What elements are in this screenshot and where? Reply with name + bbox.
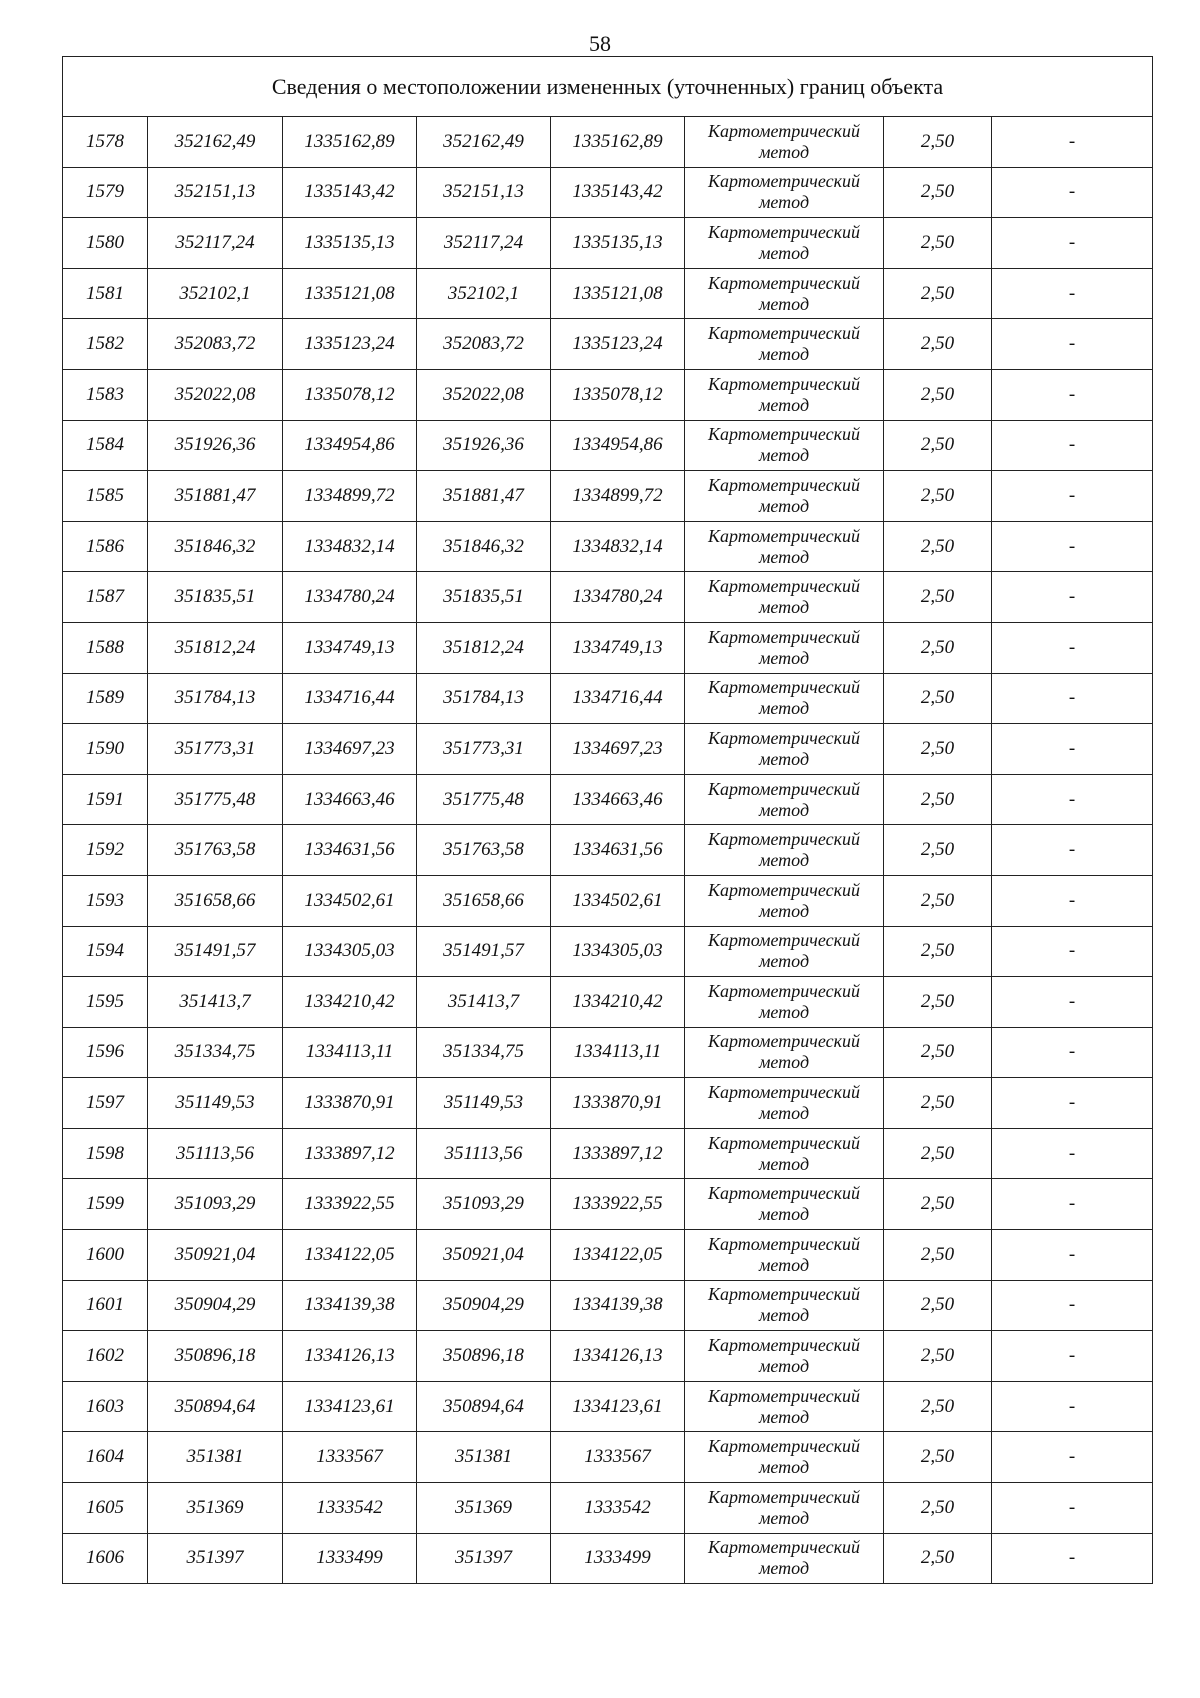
table-row [63,572,1153,623]
x-existing-cell: 351773,31 [148,724,283,775]
method-cell: Картометрический метод [685,1027,884,1078]
description-cell: - [992,926,1153,977]
x-existing-cell: 351381 [148,1432,283,1483]
table-row [63,1533,1153,1584]
x-existing-cell: 351334,75 [148,1027,283,1078]
description-cell: - [992,319,1153,370]
y-new-cell: 1333870,91 [551,1078,685,1129]
point-number-cell: 1603 [63,1381,148,1432]
y-existing-cell: 1334749,13 [283,622,417,673]
point-number-cell: 1594 [63,926,148,977]
accuracy-cell: 2,50 [884,977,992,1028]
y-new-cell: 1335162,89 [551,117,685,168]
table-row [63,471,1153,522]
table-row [63,420,1153,471]
accuracy-cell: 2,50 [884,1381,992,1432]
point-number-cell: 1596 [63,1027,148,1078]
x-new-cell: 351413,7 [417,977,551,1028]
x-new-cell: 351784,13 [417,673,551,724]
y-new-cell: 1334210,42 [551,977,685,1028]
point-number-cell: 1587 [63,572,148,623]
method-cell: Картометрический метод [685,1230,884,1281]
x-new-cell: 351113,56 [417,1128,551,1179]
description-cell: - [992,117,1153,168]
y-new-cell: 1334697,23 [551,724,685,775]
description-cell: - [992,977,1153,1028]
method-cell: Картометрический метод [685,1331,884,1382]
point-number-cell: 1600 [63,1230,148,1281]
x-new-cell: 350894,64 [417,1381,551,1432]
x-existing-cell: 351093,29 [148,1179,283,1230]
y-existing-cell: 1333870,91 [283,1078,417,1129]
x-new-cell: 351835,51 [417,572,551,623]
description-cell: - [992,1027,1153,1078]
description-cell: - [992,1483,1153,1534]
method-cell: Картометрический метод [685,369,884,420]
method-cell: Картометрический метод [685,926,884,977]
x-new-cell: 350921,04 [417,1230,551,1281]
description-cell: - [992,875,1153,926]
method-cell: Картометрический метод [685,622,884,673]
point-number-cell: 1605 [63,1483,148,1534]
point-number-cell: 1584 [63,420,148,471]
accuracy-cell: 2,50 [884,471,992,522]
method-cell: Картометрический метод [685,977,884,1028]
accuracy-cell: 2,50 [884,1280,992,1331]
description-cell: - [992,268,1153,319]
table-row [63,218,1153,269]
x-existing-cell: 350896,18 [148,1331,283,1382]
y-new-cell: 1335121,08 [551,268,685,319]
y-new-cell: 1334305,03 [551,926,685,977]
table-row [63,977,1153,1028]
y-new-cell: 1333897,12 [551,1128,685,1179]
table-row [63,673,1153,724]
table-header-row [63,57,1153,117]
x-existing-cell: 351369 [148,1483,283,1534]
y-existing-cell: 1334832,14 [283,521,417,572]
description-cell: - [992,825,1153,876]
y-new-cell: 1334832,14 [551,521,685,572]
table-row [63,167,1153,218]
accuracy-cell: 2,50 [884,1331,992,1382]
accuracy-cell: 2,50 [884,268,992,319]
x-existing-cell: 351658,66 [148,875,283,926]
y-existing-cell: 1334122,05 [283,1230,417,1281]
y-existing-cell: 1334716,44 [283,673,417,724]
y-existing-cell: 1333542 [283,1483,417,1534]
method-cell: Картометрический метод [685,1483,884,1534]
point-number-cell: 1579 [63,167,148,218]
method-cell: Картометрический метод [685,268,884,319]
table-row [63,622,1153,673]
y-existing-cell: 1335143,42 [283,167,417,218]
y-new-cell: 1334122,05 [551,1230,685,1281]
x-new-cell: 351369 [417,1483,551,1534]
table-row [63,1280,1153,1331]
x-existing-cell: 351784,13 [148,673,283,724]
description-cell: - [992,1381,1153,1432]
x-existing-cell: 351491,57 [148,926,283,977]
accuracy-cell: 2,50 [884,1533,992,1584]
point-number-cell: 1604 [63,1432,148,1483]
x-new-cell: 351812,24 [417,622,551,673]
table-row [63,926,1153,977]
point-number-cell: 1583 [63,369,148,420]
description-cell: - [992,1230,1153,1281]
point-number-cell: 1590 [63,724,148,775]
point-number-cell: 1606 [63,1533,148,1584]
table-row [63,117,1153,168]
y-new-cell: 1334954,86 [551,420,685,471]
method-cell: Картометрический метод [685,1128,884,1179]
method-cell: Картометрический метод [685,1432,884,1483]
method-cell: Картометрический метод [685,1381,884,1432]
description-cell: - [992,774,1153,825]
x-new-cell: 351381 [417,1432,551,1483]
table-row [63,724,1153,775]
boundary-table [62,56,1153,1584]
y-existing-cell: 1335162,89 [283,117,417,168]
point-number-cell: 1589 [63,673,148,724]
y-new-cell: 1335135,13 [551,218,685,269]
method-cell: Картометрический метод [685,774,884,825]
method-cell: Картометрический метод [685,673,884,724]
x-existing-cell: 351926,36 [148,420,283,471]
y-existing-cell: 1334113,11 [283,1027,417,1078]
y-existing-cell: 1334126,13 [283,1331,417,1382]
method-cell: Картометрический метод [685,521,884,572]
y-new-cell: 1333542 [551,1483,685,1534]
table-row [63,1381,1153,1432]
description-cell: - [992,521,1153,572]
x-new-cell: 352151,13 [417,167,551,218]
method-cell: Картометрический метод [685,420,884,471]
y-existing-cell: 1334210,42 [283,977,417,1028]
point-number-cell: 1595 [63,977,148,1028]
x-existing-cell: 351812,24 [148,622,283,673]
table-row [63,774,1153,825]
table-body [63,57,1153,1584]
accuracy-cell: 2,50 [884,1128,992,1179]
table-row [63,1128,1153,1179]
table-row [63,1230,1153,1281]
point-number-cell: 1597 [63,1078,148,1129]
accuracy-cell: 2,50 [884,825,992,876]
x-new-cell: 351881,47 [417,471,551,522]
method-cell: Картометрический метод [685,471,884,522]
accuracy-cell: 2,50 [884,1027,992,1078]
x-new-cell: 352083,72 [417,319,551,370]
y-existing-cell: 1334663,46 [283,774,417,825]
point-number-cell: 1578 [63,117,148,168]
y-new-cell: 1334139,38 [551,1280,685,1331]
point-number-cell: 1586 [63,521,148,572]
table-row [63,369,1153,420]
y-new-cell: 1334780,24 [551,572,685,623]
y-new-cell: 1334126,13 [551,1331,685,1382]
x-existing-cell: 352162,49 [148,117,283,168]
point-number-cell: 1592 [63,825,148,876]
description-cell: - [992,167,1153,218]
table-row [63,825,1153,876]
description-cell: - [992,1280,1153,1331]
x-new-cell: 351491,57 [417,926,551,977]
method-cell: Картометрический метод [685,825,884,876]
y-existing-cell: 1333567 [283,1432,417,1483]
y-existing-cell: 1333499 [283,1533,417,1584]
x-new-cell: 351846,32 [417,521,551,572]
table-row [63,521,1153,572]
y-new-cell: 1334899,72 [551,471,685,522]
page-number: 58 [589,31,611,56]
point-number-cell: 1580 [63,218,148,269]
x-existing-cell: 350921,04 [148,1230,283,1281]
y-existing-cell: 1335078,12 [283,369,417,420]
y-new-cell: 1334663,46 [551,774,685,825]
x-new-cell: 352117,24 [417,218,551,269]
accuracy-cell: 2,50 [884,1483,992,1534]
y-new-cell: 1334749,13 [551,622,685,673]
y-new-cell: 1333922,55 [551,1179,685,1230]
y-existing-cell: 1334631,56 [283,825,417,876]
x-existing-cell: 351113,56 [148,1128,283,1179]
point-number-cell: 1598 [63,1128,148,1179]
y-existing-cell: 1334899,72 [283,471,417,522]
description-cell: - [992,1128,1153,1179]
table-row [63,875,1153,926]
description-cell: - [992,1331,1153,1382]
point-number-cell: 1588 [63,622,148,673]
y-existing-cell: 1335121,08 [283,268,417,319]
method-cell: Картометрический метод [685,167,884,218]
table-row [63,1432,1153,1483]
description-cell: - [992,1179,1153,1230]
y-new-cell: 1335123,24 [551,319,685,370]
y-new-cell: 1334502,61 [551,875,685,926]
y-existing-cell: 1334139,38 [283,1280,417,1331]
x-existing-cell: 352022,08 [148,369,283,420]
method-cell: Картометрический метод [685,1280,884,1331]
accuracy-cell: 2,50 [884,875,992,926]
y-existing-cell: 1334954,86 [283,420,417,471]
accuracy-cell: 2,50 [884,572,992,623]
description-cell: - [992,369,1153,420]
y-new-cell: 1335078,12 [551,369,685,420]
accuracy-cell: 2,50 [884,218,992,269]
point-number-cell: 1601 [63,1280,148,1331]
point-number-cell: 1591 [63,774,148,825]
method-cell: Картометрический метод [685,724,884,775]
x-existing-cell: 350904,29 [148,1280,283,1331]
description-cell: - [992,1533,1153,1584]
point-number-cell: 1593 [63,875,148,926]
x-new-cell: 351093,29 [417,1179,551,1230]
accuracy-cell: 2,50 [884,1432,992,1483]
x-existing-cell: 351835,51 [148,572,283,623]
y-existing-cell: 1333922,55 [283,1179,417,1230]
method-cell: Картометрический метод [685,1179,884,1230]
table-row [63,268,1153,319]
description-cell: - [992,420,1153,471]
description-cell: - [992,471,1153,522]
x-new-cell: 351773,31 [417,724,551,775]
description-cell: - [992,1432,1153,1483]
y-new-cell: 1334123,61 [551,1381,685,1432]
x-new-cell: 351334,75 [417,1027,551,1078]
y-existing-cell: 1335135,13 [283,218,417,269]
description-cell: - [992,218,1153,269]
table-row [63,1331,1153,1382]
point-number-cell: 1581 [63,268,148,319]
accuracy-cell: 2,50 [884,1230,992,1281]
x-existing-cell: 351881,47 [148,471,283,522]
y-existing-cell: 1333897,12 [283,1128,417,1179]
x-existing-cell: 351413,7 [148,977,283,1028]
accuracy-cell: 2,50 [884,369,992,420]
x-new-cell: 351397 [417,1533,551,1584]
description-cell: - [992,1078,1153,1129]
x-new-cell: 351926,36 [417,420,551,471]
table-row [63,1483,1153,1534]
y-new-cell: 1334113,11 [551,1027,685,1078]
x-existing-cell: 351846,32 [148,521,283,572]
table-row [63,319,1153,370]
y-new-cell: 1335143,42 [551,167,685,218]
x-new-cell: 350896,18 [417,1331,551,1382]
table-row [63,1027,1153,1078]
x-new-cell: 351658,66 [417,875,551,926]
point-number-cell: 1599 [63,1179,148,1230]
x-existing-cell: 351397 [148,1533,283,1584]
x-new-cell: 351763,58 [417,825,551,876]
x-existing-cell: 352102,1 [148,268,283,319]
accuracy-cell: 2,50 [884,167,992,218]
accuracy-cell: 2,50 [884,319,992,370]
x-new-cell: 352162,49 [417,117,551,168]
x-existing-cell: 352083,72 [148,319,283,370]
accuracy-cell: 2,50 [884,420,992,471]
accuracy-cell: 2,50 [884,926,992,977]
x-new-cell: 351775,48 [417,774,551,825]
method-cell: Картометрический метод [685,117,884,168]
y-existing-cell: 1335123,24 [283,319,417,370]
method-cell: Картометрический метод [685,1533,884,1584]
y-new-cell: 1333499 [551,1533,685,1584]
boundary-table-container [62,56,1152,1584]
y-existing-cell: 1334305,03 [283,926,417,977]
x-new-cell: 352102,1 [417,268,551,319]
accuracy-cell: 2,50 [884,622,992,673]
description-cell: - [992,724,1153,775]
x-existing-cell: 352117,24 [148,218,283,269]
point-number-cell: 1582 [63,319,148,370]
x-new-cell: 351149,53 [417,1078,551,1129]
table-header: Сведения о местоположении измененных (уточненных) границ объекта [63,57,1153,117]
y-new-cell: 1333567 [551,1432,685,1483]
y-existing-cell: 1334502,61 [283,875,417,926]
method-cell: Картометрический метод [685,1078,884,1129]
accuracy-cell: 2,50 [884,521,992,572]
description-cell: - [992,572,1153,623]
x-existing-cell: 351149,53 [148,1078,283,1129]
x-new-cell: 352022,08 [417,369,551,420]
accuracy-cell: 2,50 [884,673,992,724]
y-existing-cell: 1334697,23 [283,724,417,775]
x-new-cell: 350904,29 [417,1280,551,1331]
point-number-cell: 1585 [63,471,148,522]
accuracy-cell: 2,50 [884,774,992,825]
table-row [63,1078,1153,1129]
y-new-cell: 1334631,56 [551,825,685,876]
method-cell: Картометрический метод [685,319,884,370]
description-cell: - [992,673,1153,724]
method-cell: Картометрический метод [685,875,884,926]
accuracy-cell: 2,50 [884,724,992,775]
method-cell: Картометрический метод [685,572,884,623]
accuracy-cell: 2,50 [884,117,992,168]
y-new-cell: 1334716,44 [551,673,685,724]
accuracy-cell: 2,50 [884,1179,992,1230]
x-existing-cell: 352151,13 [148,167,283,218]
x-existing-cell: 351775,48 [148,774,283,825]
table-row [63,1179,1153,1230]
description-cell: - [992,622,1153,673]
x-existing-cell: 350894,64 [148,1381,283,1432]
y-existing-cell: 1334123,61 [283,1381,417,1432]
y-existing-cell: 1334780,24 [283,572,417,623]
method-cell: Картометрический метод [685,218,884,269]
point-number-cell: 1602 [63,1331,148,1382]
accuracy-cell: 2,50 [884,1078,992,1129]
x-existing-cell: 351763,58 [148,825,283,876]
